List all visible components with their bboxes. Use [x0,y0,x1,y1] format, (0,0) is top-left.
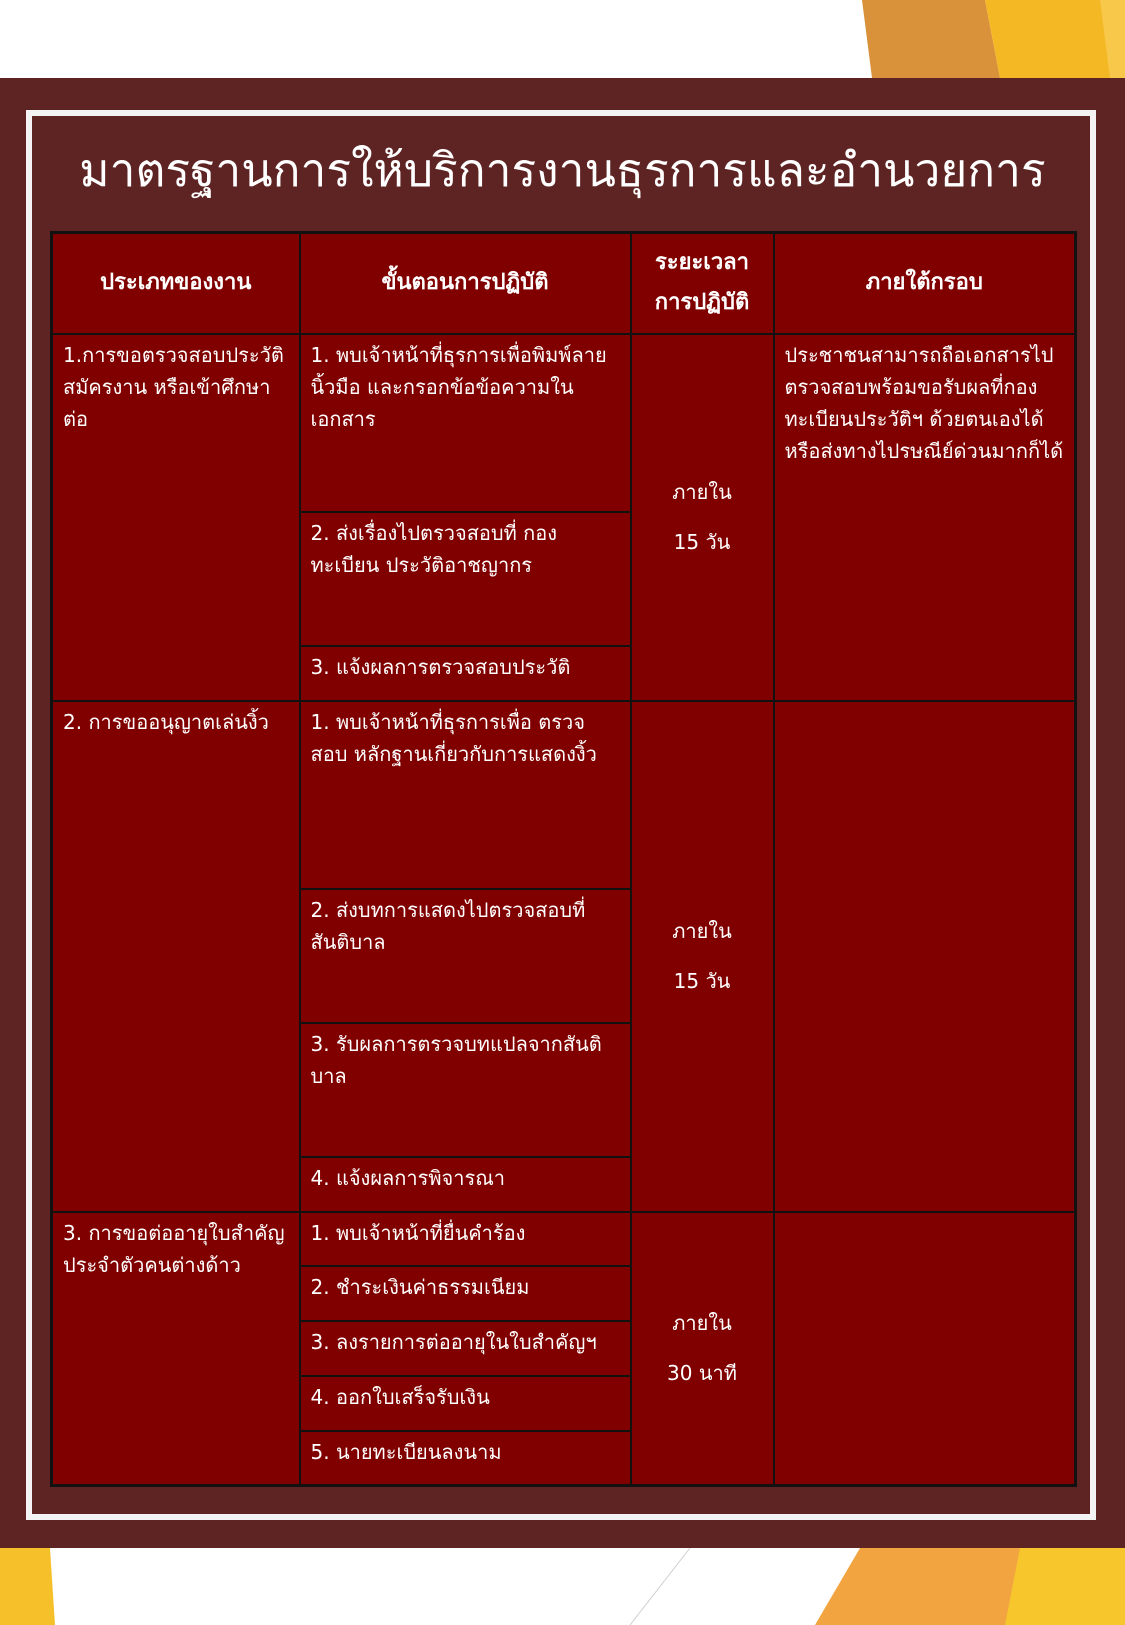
table-row [52,701,1076,889]
step-cell: 4. ออกใบเสร็จรับเงิน [300,1376,631,1431]
step-cell: 1. พบเจ้าหน้าที่ยื่นคำร้อง [300,1212,631,1266]
duration-line1: ภายใน [672,480,732,504]
step-cell: 2. ชำระเงินค่าธรรมเนียม [300,1266,631,1321]
header-steps: ขั้นตอนการปฏิบัติ [300,233,631,334]
step-cell: 2. ส่งเรื่องไปตรวจสอบที่ กองทะเบียน ประวัติอาชญากร [300,512,631,646]
service-standards-table [50,231,1077,1487]
framework-cell [774,701,1076,1212]
group-type: 3. การขอต่ออายุใบสำคัญประจำตัวคนต่างด้าว [52,1212,300,1486]
header-duration-line1: ระยะเวลา [654,250,750,276]
step-cell: 3. ลงรายการต่ออายุในใบสำคัญฯ [300,1321,631,1376]
step-cell: 4. แจ้งผลการพิจารณา [300,1157,631,1212]
duration-line2: 15 วัน [673,969,731,993]
header-duration-line2: การปฏิบัติ [654,290,750,316]
step-cell: 3. แจ้งผลการตรวจสอบประวัติ [300,646,631,701]
step-cell: 5. นายทะเบียนลงนาม [300,1431,631,1486]
step-cell: 2. ส่งบทการแสดงไปตรวจสอบที่สันติบาล [300,889,631,1023]
duration-line1: ภายใน [672,919,732,943]
duration-cell [631,701,774,1212]
group-type: 2. การขออนุญาตเล่นงิ้ว [52,701,300,1212]
table-row [52,334,1076,512]
header-framework: ภายใต้กรอบ [774,233,1076,334]
table-row [52,1212,1076,1266]
group-type: 1.การขอตรวจสอบประวัติสมัครงาน หรือเข้าศึกษาต่อ [52,334,300,701]
page-title: มาตรฐานการให้บริการงานธุรการและอำนวยการ [79,143,1046,197]
duration-line2: 15 วัน [673,530,731,554]
duration-cell [631,334,774,701]
framework-cell: ประชาชนสามารถถือเอกสารไปตรวจสอบพร้อมขอรับผลที่กองทะเบียนประวัติฯ ด้วยตนเองได้ หรือส่งทางไปรษณีย์ด่วนมากก็ได้ [774,334,1076,701]
table-header-row [52,233,1076,334]
header-duration [631,233,774,334]
duration-cell [631,1212,774,1486]
step-cell: 1. พบเจ้าหน้าที่ธุรการเพื่อ ตรวจสอบ หลักฐานเกี่ยวกับการแสดงงิ้ว [300,701,631,889]
step-cell: 3. รับผลการตรวจบทแปลจากสันติบาล [300,1023,631,1157]
step-cell: 1. พบเจ้าหน้าที่ธุรการเพื่อพิมพ์ลายนิ้วมือ และกรอกข้อข้อความในเอกสาร [300,334,631,512]
framework-cell [774,1212,1076,1486]
duration-line2: 30 นาที [667,1361,737,1386]
header-type: ประเภทของงาน [52,233,300,334]
duration-line1: ภายใน [672,1311,732,1336]
